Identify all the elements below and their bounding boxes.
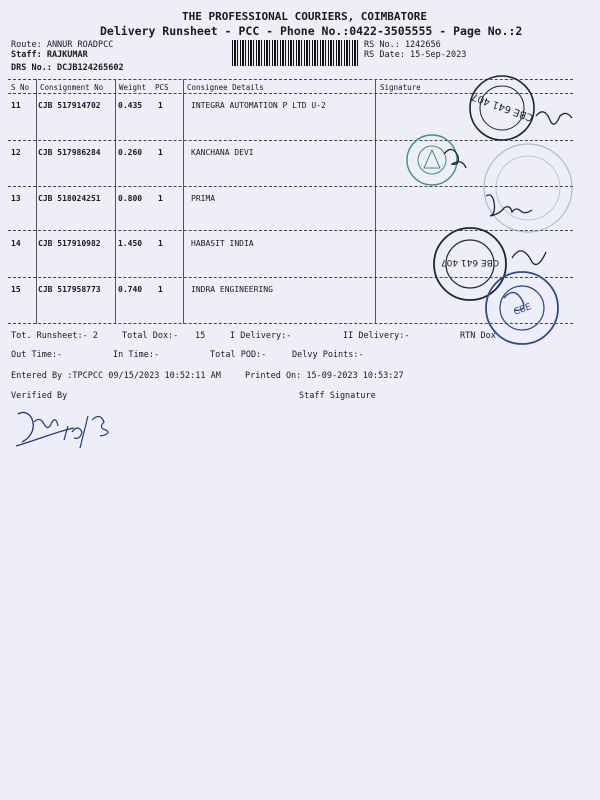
row-pcs: 1 bbox=[158, 101, 163, 110]
route-label: Route: ANNUR ROADPCC bbox=[11, 40, 114, 50]
row-sno: 14 bbox=[11, 239, 21, 248]
row-consignee: HABASIT INDIA bbox=[191, 239, 254, 248]
col-weight: Weight bbox=[119, 83, 147, 92]
col-sno: S No bbox=[11, 83, 30, 92]
svg-text:CBE: CBE bbox=[512, 302, 533, 318]
row-pcs: 1 bbox=[158, 194, 163, 203]
rs-number: RS No.: 1242656 bbox=[364, 40, 441, 50]
tot-runsheet: Tot. Runsheet:- 2 bbox=[11, 331, 98, 341]
row-weight: 1.450 bbox=[118, 239, 143, 248]
total-dox-label: Total Dox:- bbox=[122, 331, 179, 341]
row-consignee: PRIMA bbox=[191, 194, 216, 203]
col-divider bbox=[115, 79, 116, 324]
row-signature bbox=[482, 188, 552, 228]
total-dox-value: 15 bbox=[195, 331, 206, 341]
col-consignee: Consignee Details bbox=[187, 83, 264, 92]
total-pod: Total POD:- bbox=[210, 350, 267, 360]
row-weight: 0.800 bbox=[118, 194, 143, 203]
row-consignment: CJB 517986284 bbox=[38, 148, 101, 157]
row-weight: 0.740 bbox=[118, 285, 143, 294]
row-sno: 13 bbox=[11, 194, 21, 203]
verifier-signature bbox=[12, 402, 122, 452]
row-pcs: 1 bbox=[158, 285, 163, 294]
row-consignment: CJB 517958773 bbox=[38, 285, 101, 294]
col-divider bbox=[36, 79, 37, 324]
row-consignment: CJB 518024251 bbox=[38, 194, 101, 203]
barcode bbox=[232, 40, 360, 66]
svg-text:CBE 641 407: CBE 641 407 bbox=[440, 257, 500, 267]
col-signature: Signature bbox=[380, 83, 421, 92]
out-time: Out Time:- bbox=[11, 350, 63, 360]
row-consignee: INDRA ENGINEERING bbox=[191, 285, 273, 294]
row-consignee: KANCHANA DEVI bbox=[191, 148, 254, 157]
row-sno: 12 bbox=[11, 148, 21, 157]
runsheet-subtitle: Delivery Runsheet - PCC - Phone No.:0422-3505555 - Page No.:2 bbox=[100, 24, 523, 38]
row-pcs: 1 bbox=[158, 148, 163, 157]
in-time: In Time:- bbox=[113, 350, 160, 360]
svg-text:CBE 641 407: CBE 641 407 bbox=[470, 90, 535, 123]
col-divider bbox=[183, 79, 184, 324]
row-consignment: CJB 517910982 bbox=[38, 239, 101, 248]
row-sno: 11 bbox=[11, 101, 21, 110]
rs-date: RS Date: 15-Sep-2023 bbox=[364, 50, 467, 60]
delvy-points: Delvy Points:- bbox=[292, 350, 364, 360]
staff-label: Staff: RAJKUMAR bbox=[11, 50, 88, 60]
company-title: THE PROFESSIONAL COURIERS, COIMBATORE bbox=[182, 10, 428, 23]
i-delivery: I Delivery:- bbox=[230, 331, 292, 341]
row-sno: 15 bbox=[11, 285, 21, 294]
printed-on: Printed On: 15-09-2023 10:53:27 bbox=[245, 371, 404, 381]
indra-stamp bbox=[472, 268, 572, 348]
row-consignee: INTEGRA AUTOMATION P LTD U-2 bbox=[191, 101, 326, 110]
row-consignment: CJB 517914702 bbox=[38, 101, 101, 110]
staff-signature-label: Staff Signature bbox=[299, 391, 376, 401]
row-weight: 0.260 bbox=[118, 148, 143, 157]
drs-number: DRS No.: DCJB124265602 bbox=[11, 63, 124, 73]
col-consignment: Consignment No bbox=[40, 83, 104, 92]
verified-by: Verified By bbox=[11, 391, 68, 401]
row-pcs: 1 bbox=[158, 239, 163, 248]
rtn-dox: RTN Dox bbox=[460, 331, 496, 341]
col-pcs: PCS bbox=[155, 83, 169, 92]
row-weight: 0.435 bbox=[118, 101, 143, 110]
ii-delivery: II Delivery:- bbox=[343, 331, 410, 341]
col-divider bbox=[375, 79, 376, 324]
entered-by: Entered By :TPCPCC 09/15/2023 10:52:11 AM bbox=[11, 371, 221, 381]
